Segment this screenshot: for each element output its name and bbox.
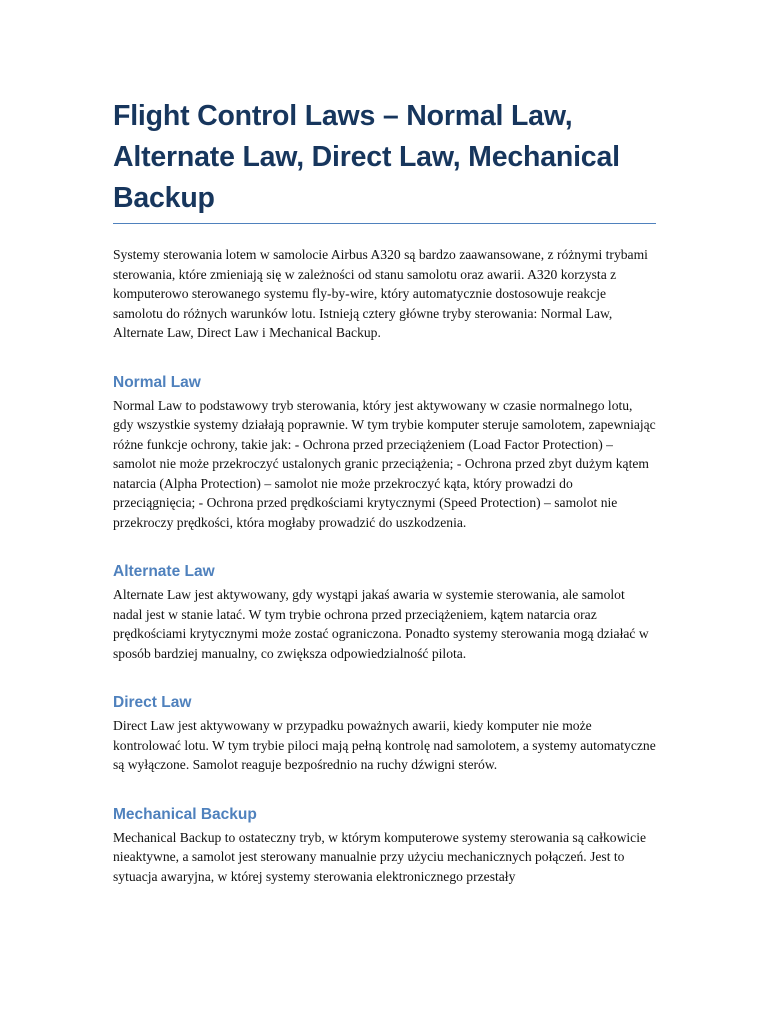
section-heading: Normal Law — [113, 373, 201, 391]
section-direct-law — [113, 693, 656, 775]
section-heading: Direct Law — [113, 694, 192, 711]
section-heading: Mechanical Backup — [113, 805, 257, 823]
section-body: Alternate Law jest aktywowany, gdy wystąpi jakaś awaria w systemie sterowania, ale samolot nadal jest w stanie latać. W tym trybie ochrona przed przeciążeniem, kątem natarcia oraz prędkościami krytycznymi może zostać ograniczona. Ponadto systemy sterowania mogą działać w sposób bardziej manualny, co zwiększa odpowiedzialność pilota. — [113, 587, 649, 661]
section-alternate-law — [113, 562, 656, 663]
document-title: Flight Control Laws – Normal Law, Alternate Law, Direct Law, Mechanical Backup — [113, 96, 656, 224]
section-normal-law — [113, 373, 656, 533]
section-heading: Alternate Law — [113, 563, 215, 580]
document-content — [113, 96, 656, 886]
section-mechanical-backup — [113, 805, 656, 887]
intro-paragraph: Systemy sterowania lotem w samolocie Airbus A320 są bardzo zaawansowane, z różnymi trybami sterowania, które zmieniają się w zależności od stanu samolotu oraz awarii. A320 korzysta z komputerowo sterowanego systemu fly-by-wire, który automatycznie dostosowuje reakcje samolotu do różnych warunków lotu. Istnieją cztery główne tryby sterowania: Normal Law, Alternate Law, Direct Law i Mechanical Backup. — [113, 247, 648, 340]
section-body: Mechanical Backup to ostateczny tryb, w którym komputerowe systemy sterowania są całkowicie nieaktywne, a samolot jest sterowany manualnie przy użyciu mechanicznych połączeń. Jest to sytuacja awaryjna, w której systemy sterowania elektronicznego przestały — [113, 829, 647, 884]
section-body: Normal Law to podstawowy tryb sterowania, który jest aktywowany w czasie normalnego lotu, gdy wszystkie systemy działają poprawnie. W tym trybie komputer steruje samolotem, zapewniając różne funkcje ochrony, takie jak: - Ochrona przed przeciążeniem (Load Factor Protection) – samolot nie może przekroczyć ustalonych granic przeciążenia; - Ochrona przed zbyt dużym kątem natarcia (Alpha Protection) – samolot nie może przekroczyć kąta, który prowadzi do przeciągnięcia; - Ochrona przed prędkościami krytycznymi (Speed Protection) – samolot nie przekroczy prędkości, która mogłaby prowadzić do uszkodzenia. — [113, 397, 656, 530]
section-body: Direct Law jest aktywowany w przypadku poważnych awarii, kiedy komputer nie może kontrolować lotu. W tym trybie piloci mają pełną kontrolę nad samolotem, a systemy automatyczne są wyłączone. Samolot reaguje bezpośrednio na ruchy dźwigni sterów. — [113, 718, 656, 772]
